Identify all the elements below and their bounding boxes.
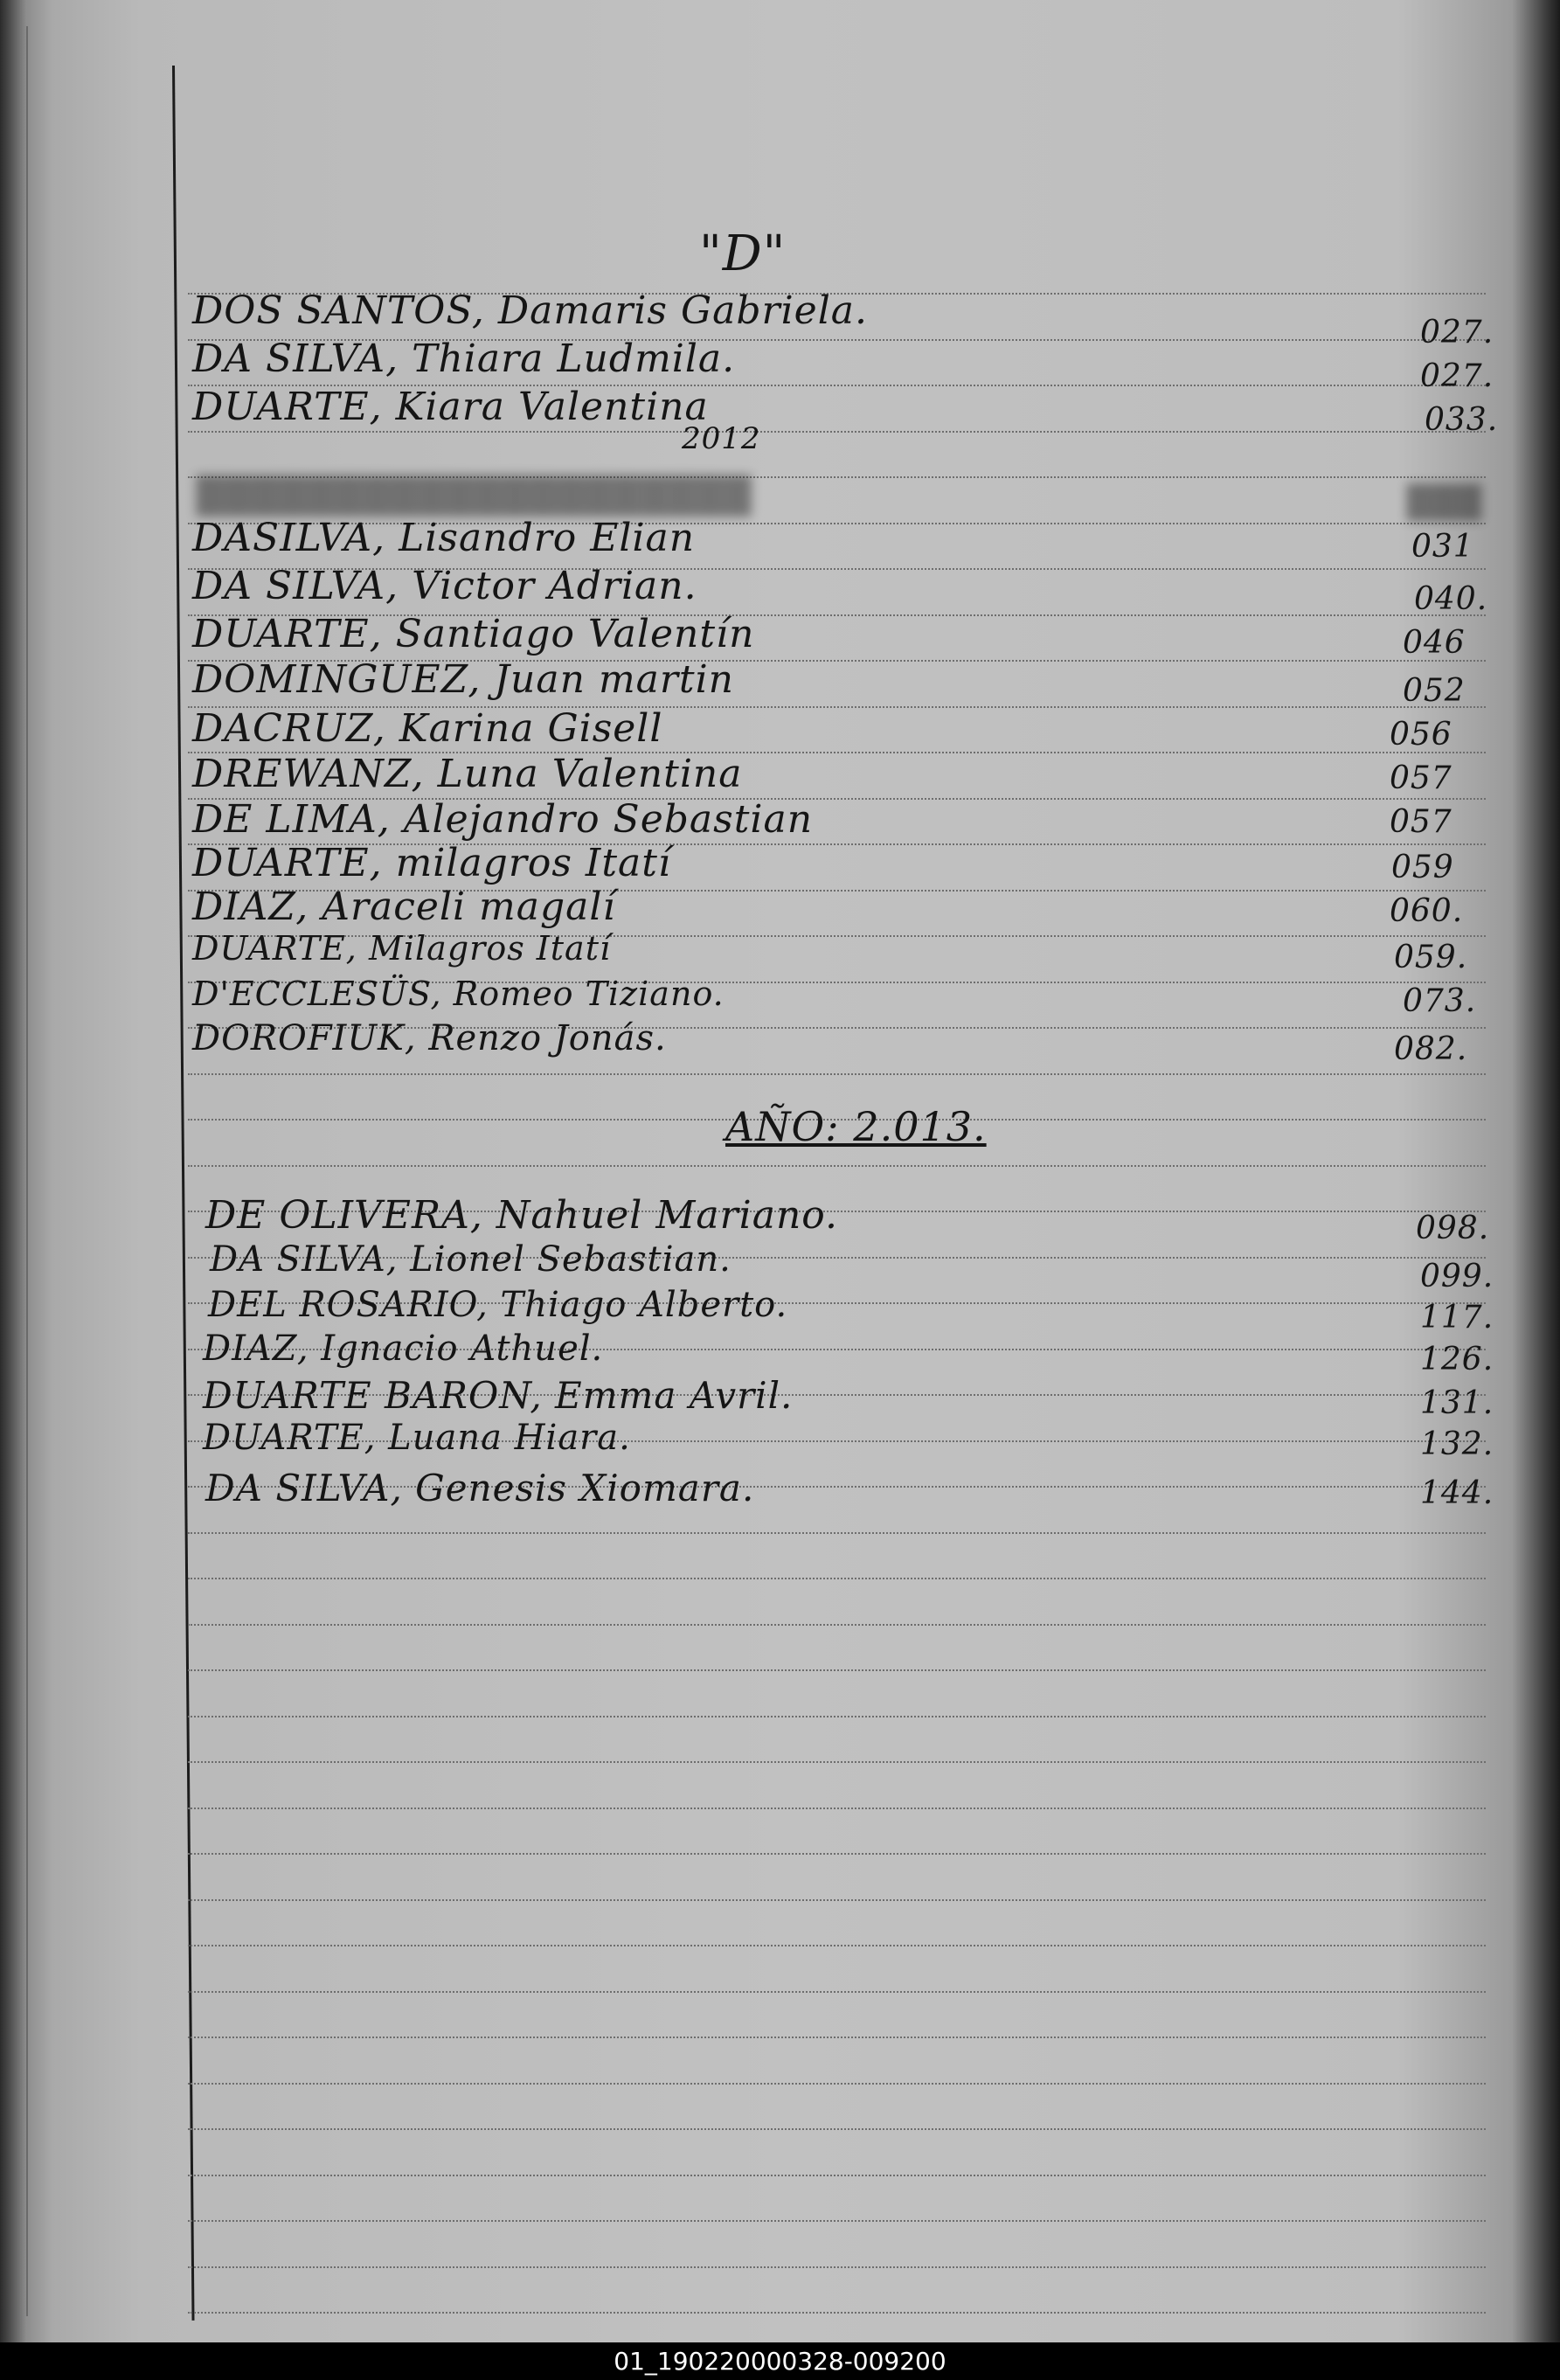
- entry-number: 027.: [1420, 358, 1494, 394]
- ruled-line: [188, 1899, 1486, 1901]
- entry-number: 057: [1390, 760, 1453, 796]
- entry-name: DREWANZ, Luna Valentina: [192, 752, 743, 796]
- entry-number: 031: [1411, 529, 1474, 565]
- entry-number: 144.: [1420, 1475, 1494, 1511]
- entry-name: DUARTE, Luana Hiara.: [203, 1418, 631, 1458]
- ruled-line: [188, 1761, 1486, 1763]
- ruled-line: [188, 1669, 1486, 1671]
- ruled-line: [188, 1808, 1486, 1809]
- entry-name: DA SILVA, Lionel Sebastian.: [210, 1239, 731, 1280]
- entry-number: 126.: [1420, 1342, 1494, 1377]
- ruled-line: [188, 1991, 1486, 1993]
- ruled-line: [188, 2312, 1486, 2314]
- ruled-line: [188, 2083, 1486, 2085]
- entry-number: 057: [1390, 804, 1453, 840]
- entry-number: 059.: [1394, 940, 1468, 975]
- entry-name: DA SILVA, Thiara Ludmila.: [192, 337, 736, 381]
- entry-name: DE OLIVERA, Nahuel Mariano.: [205, 1193, 838, 1238]
- ruled-line: [188, 2266, 1486, 2268]
- entry-name: D'ECCLESÜS, Romeo Tiziano.: [192, 975, 725, 1013]
- section-letter: "D": [699, 226, 787, 282]
- entry-number: 033.: [1425, 402, 1499, 438]
- entry-number: 098.: [1416, 1211, 1490, 1246]
- year-2013-heading: AÑO: 2.013.: [725, 1103, 987, 1150]
- entry-name: DUARTE, Kiara Valentina: [192, 385, 709, 429]
- ruled-line: [188, 1532, 1486, 1534]
- entry-number: 073.: [1403, 983, 1477, 1019]
- scan-caption: 01_190220000328-009200: [0, 2342, 1560, 2380]
- entry-number: 056: [1390, 717, 1453, 753]
- redacted-entry: ████████████████████: [197, 476, 752, 517]
- entry-name: DA SILVA, Victor Adrian.: [192, 564, 697, 608]
- entry-name: DOS SANTOS, Damaris Gabriela.: [192, 288, 868, 333]
- entry-name: DUARTE, Santiago Valentín: [192, 612, 755, 656]
- year-2012-heading: 2012: [682, 421, 761, 456]
- entry-name: DOROFIUK, Renzo Jonás.: [192, 1018, 667, 1058]
- ruled-line: [188, 1073, 1486, 1075]
- entry-name: DA SILVA, Genesis Xiomara.: [205, 1467, 755, 1509]
- entry-name: DASILVA, Lisandro Elian: [192, 516, 696, 560]
- ruled-line: [188, 1578, 1486, 1579]
- ruled-line: [188, 2175, 1486, 2176]
- entry-number: 117.: [1420, 1300, 1494, 1336]
- entry-number: 040.: [1414, 581, 1488, 617]
- ruled-line: [188, 1716, 1486, 1717]
- entry-number: 027.: [1420, 315, 1494, 350]
- entry-name: DIAZ, Ignacio Athuel.: [203, 1329, 604, 1369]
- ruled-line: [188, 2220, 1486, 2222]
- entry-number: 132.: [1420, 1426, 1494, 1462]
- entry-name: DUARTE, milagros Itatí: [192, 841, 671, 885]
- entry-name: DE LIMA, Alejandro Sebastian: [192, 797, 814, 842]
- ruled-line: [188, 1165, 1486, 1167]
- entry-number: 060.: [1390, 893, 1464, 929]
- entry-name: DUARTE BARON, Emma Avril.: [203, 1374, 794, 1417]
- entry-number: 052: [1403, 673, 1466, 709]
- entry-number: 059: [1391, 850, 1454, 885]
- redacted-number: ███: [1407, 485, 1483, 521]
- entry-name: DEL ROSARIO, Thiago Alberto.: [208, 1285, 788, 1325]
- entry-name: DIAZ, Araceli magalí: [192, 885, 616, 929]
- entry-number: 131.: [1420, 1385, 1494, 1421]
- entry-number: 046: [1403, 625, 1466, 661]
- ruled-line: [188, 2128, 1486, 2130]
- ruled-line: [188, 2037, 1486, 2038]
- ruled-line: [188, 1853, 1486, 1855]
- ruled-line: [188, 431, 1486, 433]
- entry-name: DUARTE, Milagros Itatí: [192, 929, 612, 968]
- entry-name: DOMINGUEZ, Juan martin: [192, 657, 735, 702]
- entry-number: 099.: [1420, 1259, 1494, 1294]
- entry-number: 082.: [1394, 1031, 1468, 1067]
- ruled-line: [188, 1945, 1486, 1946]
- ruled-line: [188, 1624, 1486, 1626]
- entry-name: DACRUZ, Karina Gisell: [192, 706, 663, 751]
